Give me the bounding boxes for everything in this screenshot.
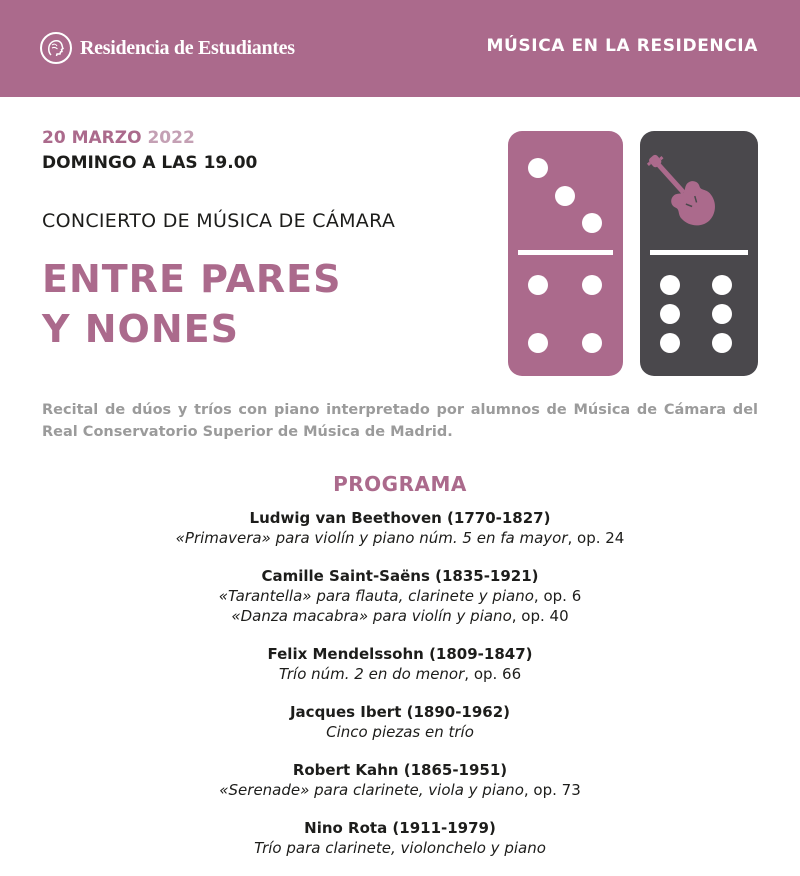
work-title: Cinco piezas en trío	[326, 723, 474, 741]
work-title: «Danza macabra» para violín y piano	[231, 607, 512, 625]
head-profile-icon	[40, 32, 72, 64]
work-opus: , op. 73	[523, 781, 581, 799]
event-date-day-month: 20 MARZO	[42, 128, 142, 148]
program-item	[0, 818, 800, 858]
event-description: Recital de dúos y tríos con piano interpretado por alumnos de Música de Cámara del Real Conservatorio Superior de Música de Madrid.	[42, 402, 758, 440]
work-opus: , op. 66	[464, 665, 522, 683]
composer-name: Robert Kahn (1865-1951)	[292, 761, 508, 779]
composer-name: Jacques Ibert (1890-1962)	[289, 703, 511, 721]
logo-text: Residencia de Estudiantes	[80, 36, 295, 59]
program-item	[0, 644, 800, 684]
work-line	[0, 586, 800, 606]
program-item	[0, 760, 800, 800]
composer-name: Felix Mendelssohn (1809-1847)	[267, 645, 533, 663]
domino-violin-six-icon	[637, 131, 758, 376]
program-list	[0, 508, 800, 876]
work-title: «Tarantella» para flauta, clarinete y piano	[218, 587, 534, 605]
work-line	[0, 606, 800, 626]
section-title: MÚSICA EN LA RESIDENCIA	[486, 36, 758, 56]
event-title-line-2: Y NONES	[42, 307, 239, 351]
domino-three-four-icon	[508, 131, 623, 376]
program-item	[0, 566, 800, 626]
work-line	[0, 838, 800, 858]
work-line	[0, 722, 800, 742]
event-time: DOMINGO A LAS 19.00	[42, 153, 258, 173]
work-title: Trío núm. 2 en do menor	[278, 665, 465, 683]
work-title: «Serenade» para clarinete, viola y piano	[219, 781, 524, 799]
work-title: «Primavera» para violín y piano núm. 5 en fa mayor	[175, 529, 568, 547]
program-item	[0, 702, 800, 742]
composer-name: Camille Saint-Saëns (1835-1921)	[261, 567, 539, 585]
dominoes-illustration	[508, 131, 758, 376]
work-opus: , op. 40	[511, 607, 569, 625]
event-title-line-1: ENTRE PARES	[42, 257, 342, 301]
work-title: Trío para clarinete, violonchelo y piano	[254, 839, 546, 857]
work-line	[0, 528, 800, 548]
header-bar	[0, 0, 800, 97]
residencia-logo[interactable]	[40, 30, 295, 66]
composer-name: Ludwig van Beethoven (1770-1827)	[249, 509, 551, 527]
work-line	[0, 780, 800, 800]
work-line	[0, 664, 800, 684]
event-date	[42, 128, 195, 148]
event-subtitle: CONCIERTO DE MÚSICA DE CÁMARA	[42, 210, 396, 232]
program-heading: PROGRAMA	[333, 472, 467, 496]
work-opus: , op. 6	[533, 587, 582, 605]
composer-name: Nino Rota (1911-1979)	[304, 819, 496, 837]
work-opus: , op. 24	[567, 529, 625, 547]
program-item	[0, 508, 800, 548]
event-date-year: 2022	[147, 128, 195, 148]
event-title	[42, 254, 342, 354]
